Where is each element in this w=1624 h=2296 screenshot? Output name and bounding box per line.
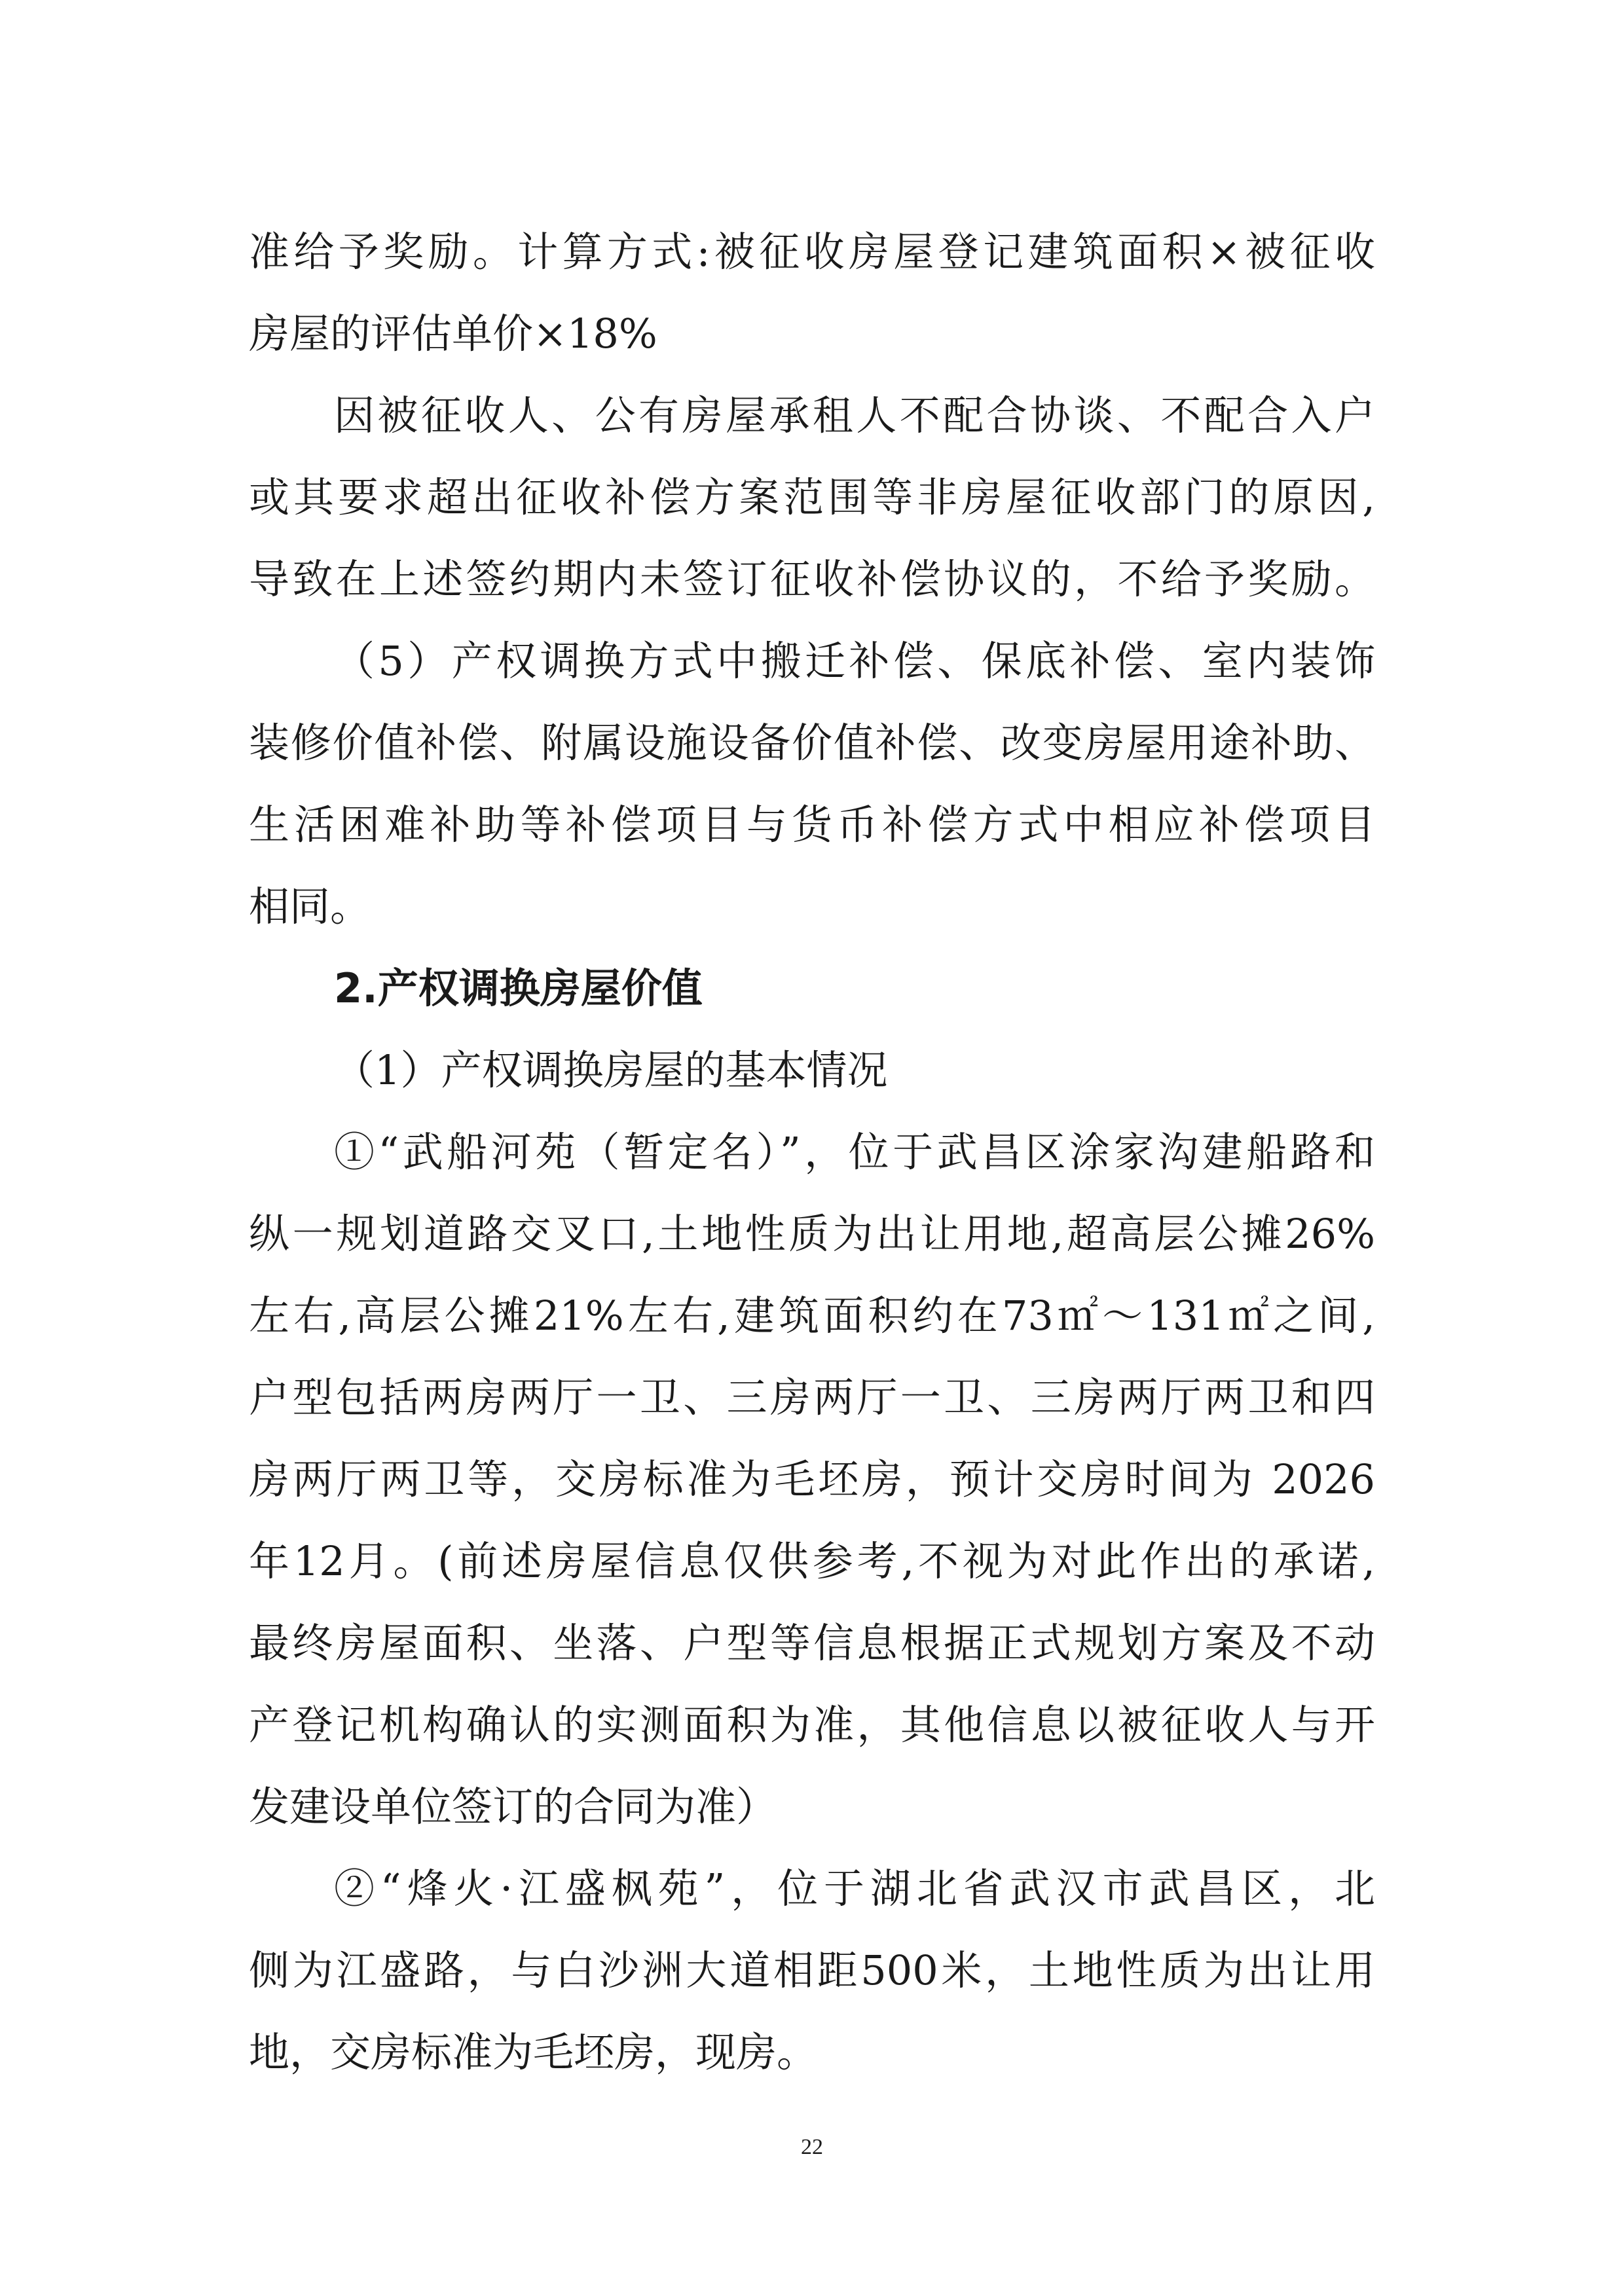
section-heading: 2.产权调换房屋价值 (334, 964, 703, 1012)
paragraph-line: 最终房屋面积、坐落、户型等信息根据正式规划方案及不动 (249, 1619, 1375, 1667)
paragraph-line: 房屋的评估单价×18% (249, 310, 657, 357)
subsection-heading: （1）产权调换房屋的基本情况 (334, 1046, 888, 1094)
paragraph-line: ②“烽火·江盛枫苑”，位于湖北省武汉市武昌区，北 (334, 1865, 1375, 1912)
paragraph-line: 年12月。(前述房屋信息仅供参考,不视为对此作出的承诺, (249, 1537, 1375, 1585)
paragraph-line: 装修价值补偿、附属设施设备价值补偿、改变房屋用途补助、 (249, 719, 1375, 767)
paragraph-line: 准给予奖励。计算方式:被征收房屋登记建筑面积×被征收 (249, 228, 1375, 276)
paragraph-line: 户型包括两房两厅一卫、三房两厅一卫、三房两厅两卫和四 (249, 1374, 1375, 1421)
paragraph-line: （5）产权调换方式中搬迁补偿、保底补偿、室内装饰 (334, 637, 1375, 685)
paragraph-line: 或其要求超出征收补偿方案范围等非房屋征收部门的原因, (249, 473, 1375, 521)
paragraph-line: 产登记机构确认的实测面积为准，其他信息以被征收人与开 (249, 1701, 1375, 1749)
paragraph-line: 导致在上述签约期内未签订征收补偿协议的，不给予奖励。 (249, 555, 1375, 603)
paragraph-line: 生活困难补助等补偿项目与货币补偿方式中相应补偿项目 (249, 801, 1375, 848)
paragraph-line: 房两厅两卫等，交房标准为毛坯房，预计交房时间为 2026 (249, 1455, 1375, 1503)
paragraph-line: 侧为江盛路，与白沙洲大道相距500米，土地性质为出让用 (249, 1946, 1375, 1994)
paragraph-line: 因被征收人、公有房屋承租人不配合协谈、不配合入户 (334, 392, 1375, 439)
paragraph-line: 左右,高层公摊21%左右,建筑面积约在73㎡～131㎡之间, (249, 1292, 1375, 1339)
paragraph-line: 相同。 (249, 883, 371, 930)
paragraph-line: 地，交房标准为毛坯房，现房。 (249, 2028, 818, 2076)
page-number: 22 (801, 2135, 823, 2159)
paragraph-line: 发建设单位签订的合同为准） (249, 1783, 777, 1831)
paragraph-line: 纵一规划道路交叉口,土地性质为出让用地,超高层公摊26% (249, 1210, 1375, 1258)
paragraph-line: ①“武船河苑（暂定名）”，位于武昌区涂家沟建船路和 (334, 1128, 1375, 1176)
